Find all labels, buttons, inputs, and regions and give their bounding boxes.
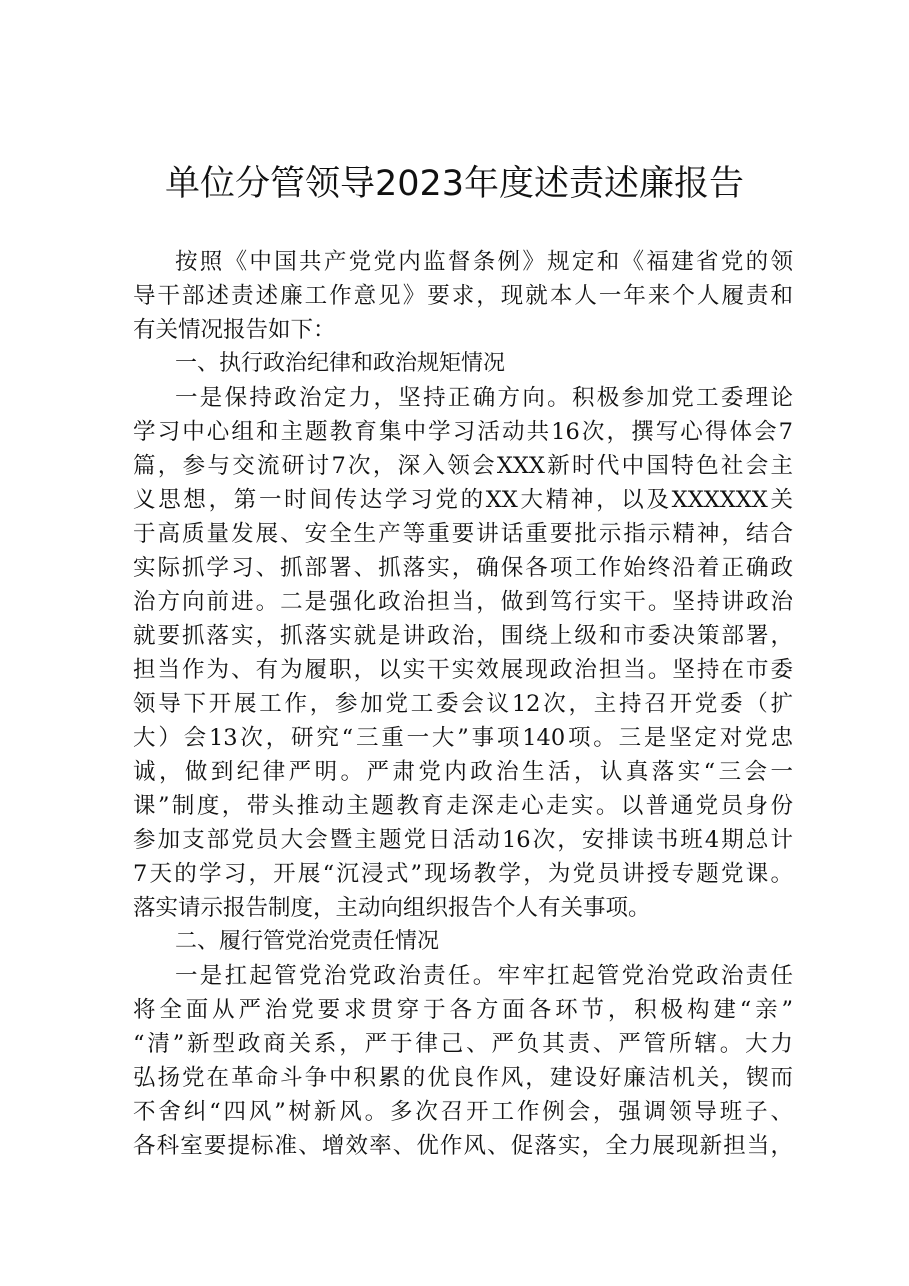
paragraph-line: 一是保持政治定力，坚持正确方向。积极参加党工委理论 bbox=[175, 385, 793, 411]
paragraph-line: 治方向前进。二是强化政治担当，做到笃行实干。坚持讲政治 bbox=[133, 589, 793, 615]
paragraph-line: 实际抓学习、抓部署、抓落实，确保各项工作始终沿着正确政 bbox=[133, 555, 793, 581]
paragraph-line: 将全面从严治党要求贯穿于各方面各环节，积极构建“亲” bbox=[133, 997, 793, 1023]
section-heading: 二、履行管党治党责任情况 bbox=[175, 929, 440, 954]
paragraph-line: 就要抓落实，抓落实就是讲政治，围绕上级和市委决策部署， bbox=[133, 623, 793, 649]
paragraph-line: 大）会13次，研究“三重一大”事项140项。三是坚定对党忠 bbox=[133, 725, 793, 751]
paragraph-line: 各科室要提标准、增效率、优作风、促落实，全力展现新担当， bbox=[133, 1133, 793, 1159]
paragraph-line: 于高质量发展、安全生产等重要讲话重要批示指示精神，结合 bbox=[133, 521, 793, 547]
paragraph-line: 7天的学习，开展“沉浸式”现场教学，为党员讲授专题党课。 bbox=[133, 861, 793, 887]
intro-line: 有关情况报告如下： bbox=[133, 317, 336, 343]
paragraph-line: 弘扬党在革命斗争中积累的优良作风，建设好廉洁机关，锲而 bbox=[133, 1065, 793, 1091]
paragraph-line: “清”新型政商关系，严于律己、严负其责、严管所辖。大力 bbox=[133, 1031, 793, 1057]
paragraph-line: 落实请示报告制度，主动向组织报告个人有关事项。 bbox=[133, 895, 651, 921]
paragraph-line: 义思想，第一时间传达学习党的XX大精神，以及XXXXXX关 bbox=[133, 487, 793, 513]
section-heading: 一、执行政治纪律和政治规矩情况 bbox=[175, 351, 506, 376]
paragraph-line: 学习中心组和主题教育集中学习活动共16次，撰写心得体会7 bbox=[133, 419, 793, 445]
document-title: 单位分管领导2023年度述责述廉报告 bbox=[164, 164, 745, 204]
paragraph-line: 不舍纠“四风”树新风。多次召开工作例会，强调领导班子、 bbox=[133, 1099, 793, 1125]
intro-line: 按照《中国共产党党内监督条例》规定和《福建省党的领 bbox=[175, 249, 793, 275]
paragraph-line: 课”制度，带头推动主题教育走深走心走实。以普通党员身份 bbox=[133, 793, 793, 819]
paragraph-line: 担当作为、有为履职，以实干实效展现政治担当。坚持在市委 bbox=[133, 657, 793, 683]
paragraph-line: 篇，参与交流研讨7次，深入领会XXX新时代中国特色社会主 bbox=[133, 453, 793, 479]
intro-line: 导干部述责述廉工作意见》要求，现就本人一年来个人履责和 bbox=[133, 283, 793, 309]
paragraph-line: 一是扛起管党治党政治责任。牢牢扛起管党治党政治责任 bbox=[175, 963, 793, 989]
paragraph-line: 诚，做到纪律严明。严肃党内政治生活，认真落实“三会一 bbox=[133, 759, 793, 785]
paragraph-line: 领导下开展工作，参加党工委会议12次，主持召开党委（扩 bbox=[133, 691, 793, 717]
paragraph-line: 参加支部党员大会暨主题党日活动16次，安排读书班4期总计 bbox=[133, 827, 793, 853]
